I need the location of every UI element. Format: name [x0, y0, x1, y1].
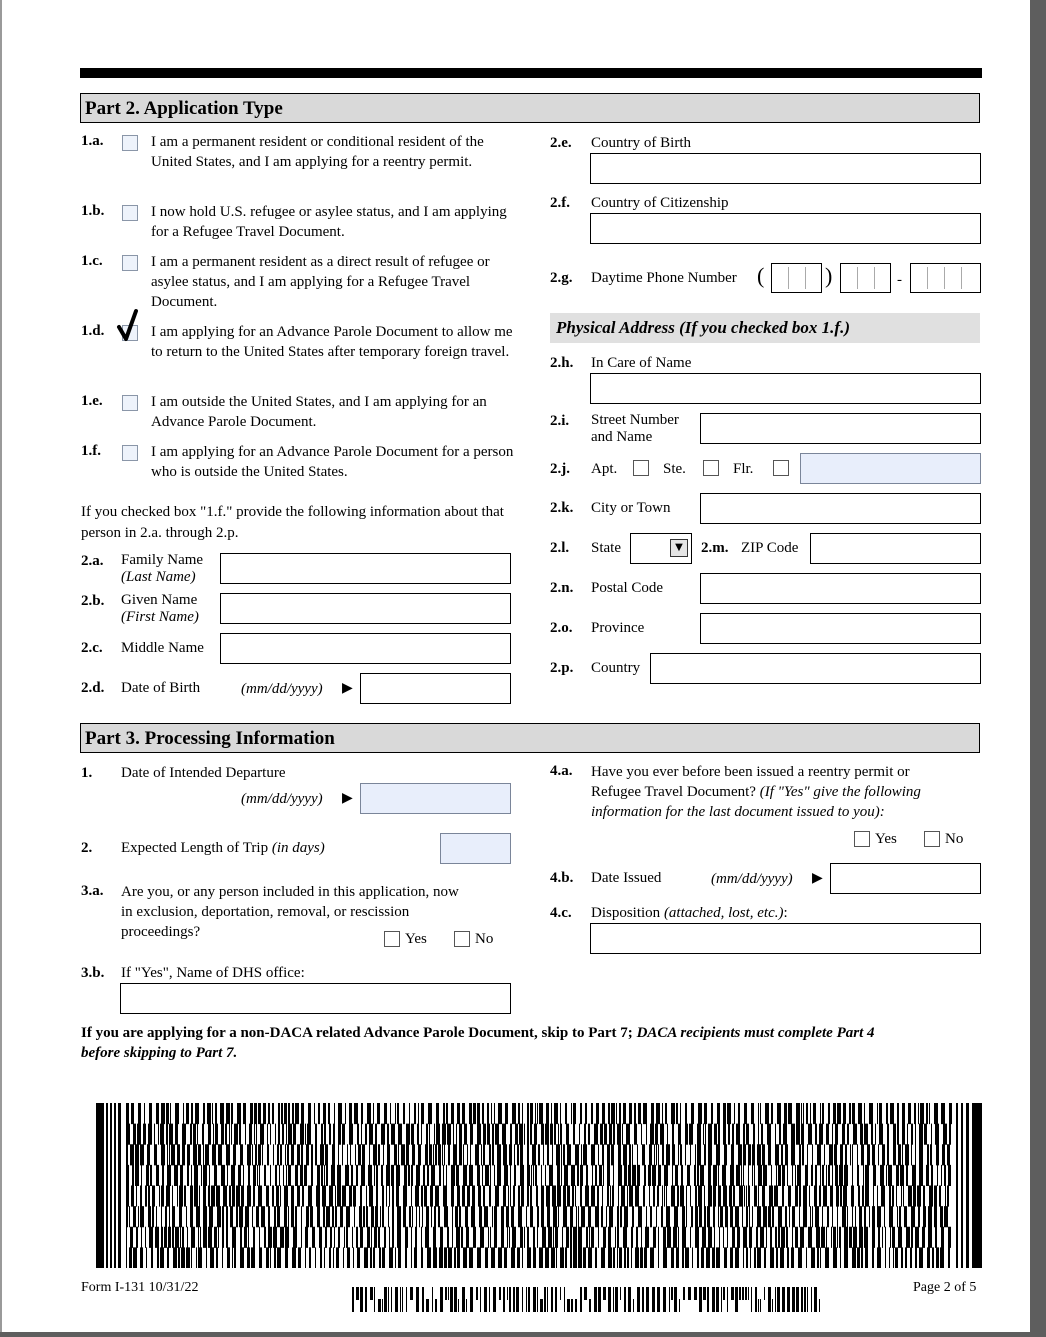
apt-label: Apt.	[591, 461, 618, 477]
viewer-border-right	[1030, 0, 1046, 1337]
zip-label: ZIP Code	[741, 540, 799, 556]
state-label: State	[591, 540, 621, 556]
middle-name-input[interactable]	[220, 633, 511, 664]
postal-input[interactable]	[700, 573, 981, 604]
phone-line-input[interactable]	[910, 263, 981, 293]
dob-label: Date of Birth	[121, 680, 201, 696]
dob-input[interactable]	[360, 673, 511, 704]
postal-number: 2.n.	[550, 580, 574, 596]
phone-label: Daytime Phone Number	[591, 270, 737, 286]
phone-paren-open: (	[757, 263, 765, 288]
item-1f-text: I am applying for an Advance Parole Document for a person who is outside the United States.	[151, 444, 514, 480]
skip-notice-italic-1: DACA recipients must complete Part 4	[636, 1025, 875, 1041]
exclusion-yes-checkbox[interactable]	[384, 931, 400, 947]
date-issued-input[interactable]	[830, 863, 981, 894]
country-number: 2.p.	[550, 660, 574, 676]
skip-notice-bold: If you are applying for a non-DACA related Advance Parole Document, skip to Part 7;	[81, 1025, 637, 1041]
item-1d-number: 1.d.	[81, 323, 105, 339]
issued-before-yes-checkbox[interactable]	[854, 831, 870, 847]
phone-area-code-input[interactable]	[771, 263, 822, 293]
trip-length-label-text: Expected Length of Trip	[121, 840, 269, 856]
pdf417-barcode	[96, 1103, 982, 1268]
given-name-label-text: Given Name	[121, 592, 198, 608]
given-name-number: 2.b.	[81, 593, 105, 609]
zip-number: 2.m.	[701, 540, 729, 556]
item-1a-text: I am a permanent resident or conditional resident of the United States, and I am applying for a reentry permit.	[151, 134, 484, 170]
province-input[interactable]	[700, 613, 981, 644]
checkbox-1b[interactable]	[122, 205, 138, 221]
given-name-sub: (First Name)	[121, 609, 199, 625]
city-label: City or Town	[591, 500, 671, 516]
family-name-number: 2.a.	[81, 553, 104, 569]
exclusion-no-checkbox[interactable]	[454, 931, 470, 947]
exclusion-line3: proceedings?	[121, 924, 201, 940]
trip-length-number: 2.	[81, 840, 93, 856]
phone-dash: -	[897, 272, 902, 288]
disposition-input[interactable]	[590, 923, 981, 954]
item-1b-text: I now hold U.S. refugee or asylee status, and I am applying for a Refugee Travel Document.	[151, 204, 507, 240]
date-issued-number: 4.b.	[550, 870, 574, 886]
country-input[interactable]	[650, 653, 981, 684]
skip-notice	[81, 1023, 981, 1063]
item-1e-text: I am outside the United States, and I am applying for an Advance Parole Document.	[151, 394, 487, 430]
chevron-down-icon[interactable]: ▼	[670, 539, 688, 557]
checkbox-1c[interactable]	[122, 255, 138, 271]
part2-header: Part 2. Application Type	[80, 93, 980, 123]
apt-checkbox[interactable]	[633, 460, 649, 476]
family-name-sub: (Last Name)	[121, 569, 196, 585]
care-of-input[interactable]	[590, 373, 981, 404]
unit-number-input[interactable]	[800, 453, 981, 484]
street-label	[591, 412, 679, 446]
phone-paren-close: )	[825, 263, 833, 288]
city-number: 2.k.	[550, 500, 574, 516]
issued-before-line2b: (If "Yes" give the following	[759, 784, 921, 800]
exclusion-line2: in exclusion, deportation, removal, or rescission	[121, 904, 410, 920]
date-issued-hint: (mm/dd/yyyy)	[711, 871, 793, 887]
street-number: 2.i.	[550, 413, 570, 429]
disposition-label	[591, 903, 788, 923]
physical-address-header: Physical Address (If you checked box 1.f.)	[550, 313, 980, 343]
item-1c-number: 1.c.	[81, 253, 103, 269]
unit-number: 2.j.	[550, 461, 570, 477]
dhs-office-label: If "Yes", Name of DHS office:	[121, 965, 305, 981]
checkbox-1a[interactable]	[122, 135, 138, 151]
departure-arrow-icon: ▶	[342, 791, 353, 806]
care-of-number: 2.h.	[550, 355, 574, 371]
exclusion-no-label: No	[475, 931, 494, 947]
checkbox-1e[interactable]	[122, 395, 138, 411]
given-name-input[interactable]	[220, 593, 511, 624]
checkbox-1f[interactable]	[122, 445, 138, 461]
item-1a-number: 1.a.	[81, 133, 104, 149]
dhs-office-number: 3.b.	[81, 965, 105, 981]
country-citizenship-label: Country of Citizenship	[591, 195, 729, 211]
issued-before-no-checkbox[interactable]	[924, 831, 940, 847]
footer-barcode	[352, 1287, 820, 1312]
exclusion-yes-label: Yes	[405, 931, 427, 947]
care-of-label: In Care of Name	[591, 355, 692, 371]
street-input[interactable]	[700, 413, 981, 444]
dob-number: 2.d.	[81, 680, 105, 696]
province-label: Province	[591, 620, 645, 636]
departure-label: Date of Intended Departure	[121, 765, 286, 781]
country-birth-number: 2.e.	[550, 135, 572, 151]
item-1d-text: I am applying for an Advance Parole Document to allow me to return to the United States after temporary foreign travel.	[151, 324, 513, 360]
instruction-text: If you checked box "1.f." provide the following information about that person in 2.a. through 2.p.	[81, 504, 504, 541]
country-citizenship-number: 2.f.	[550, 195, 570, 211]
dob-hint: (mm/dd/yyyy)	[241, 681, 323, 697]
family-name-label	[121, 552, 203, 586]
dob-arrow-icon: ▶	[342, 681, 353, 696]
postal-label: Postal Code	[591, 580, 664, 596]
issued-before-yes-label: Yes	[875, 831, 897, 847]
street-label-line1: Street Number	[591, 412, 679, 428]
country-birth-label: Country of Birth	[591, 135, 691, 151]
issued-before-number: 4.a.	[550, 763, 573, 779]
viewer-border-left	[0, 0, 2, 1337]
city-input[interactable]	[700, 493, 981, 524]
departure-input[interactable]	[360, 783, 511, 814]
zip-input[interactable]	[810, 533, 981, 564]
departure-hint: (mm/dd/yyyy)	[241, 791, 323, 807]
street-label-line2: and Name	[591, 429, 653, 445]
trip-length-label	[121, 838, 325, 858]
country-label: Country	[591, 660, 641, 676]
disposition-number: 4.c.	[550, 905, 572, 921]
disposition-label-text: Disposition	[591, 905, 664, 921]
exclusion-line1: Are you, or any person included in this application, now	[121, 884, 459, 900]
checkmark-icon	[116, 307, 140, 343]
skip-notice-italic-2: before skipping to Part 7.	[81, 1045, 238, 1061]
dhs-office-input[interactable]	[120, 983, 511, 1014]
flr-checkbox[interactable]	[773, 460, 789, 476]
item-1f-number: 1.f.	[81, 443, 101, 459]
issued-before-no-label: No	[945, 831, 964, 847]
viewer-border-bottom	[0, 1332, 1046, 1337]
ste-label: Ste.	[663, 461, 686, 477]
province-number: 2.o.	[550, 620, 573, 636]
item-1c-text: I am a permanent resident as a direct result of refugee or asylee status, and I am applying for a Refugee Travel Document.	[151, 254, 490, 310]
middle-name-number: 2.c.	[81, 640, 103, 656]
departure-number: 1.	[81, 765, 93, 781]
middle-name-label: Middle Name	[121, 640, 204, 656]
part3-header: Part 3. Processing Information	[80, 723, 980, 753]
issued-before-line2	[591, 782, 921, 802]
family-name-input[interactable]	[220, 553, 511, 584]
trip-length-input[interactable]	[440, 833, 511, 864]
issued-before-line1: Have you ever before been issued a reentry permit or	[591, 764, 910, 780]
state-select[interactable]	[630, 533, 692, 564]
family-name-label-text: Family Name	[121, 552, 204, 568]
disposition-colon: :	[783, 905, 788, 921]
issued-before-line2a: Refugee Travel Document?	[591, 784, 760, 800]
flr-label: Flr.	[733, 461, 754, 477]
issued-before-line3: information for the last document issued to you):	[591, 804, 885, 820]
exclusion-number: 3.a.	[81, 883, 104, 899]
phone-number-label-num: 2.g.	[550, 270, 573, 286]
given-name-label	[121, 592, 199, 626]
item-1e-number: 1.e.	[81, 393, 103, 409]
ste-checkbox[interactable]	[703, 460, 719, 476]
country-birth-input[interactable]	[590, 153, 981, 184]
form-id-footer: Form I-131 10/31/22	[81, 1280, 199, 1295]
item-1b-number: 1.b.	[81, 203, 105, 219]
date-issued-arrow-icon: ▶	[812, 871, 823, 886]
disposition-hint: (attached, lost, etc.)	[663, 905, 784, 921]
country-citizenship-input[interactable]	[590, 213, 981, 244]
trip-length-hint: (in days)	[271, 840, 325, 856]
state-number: 2.l.	[550, 540, 570, 556]
date-issued-label: Date Issued	[591, 870, 662, 886]
phone-prefix-input[interactable]	[840, 263, 891, 293]
top-rule	[80, 68, 982, 78]
page-number-footer: Page 2 of 5	[913, 1280, 977, 1295]
